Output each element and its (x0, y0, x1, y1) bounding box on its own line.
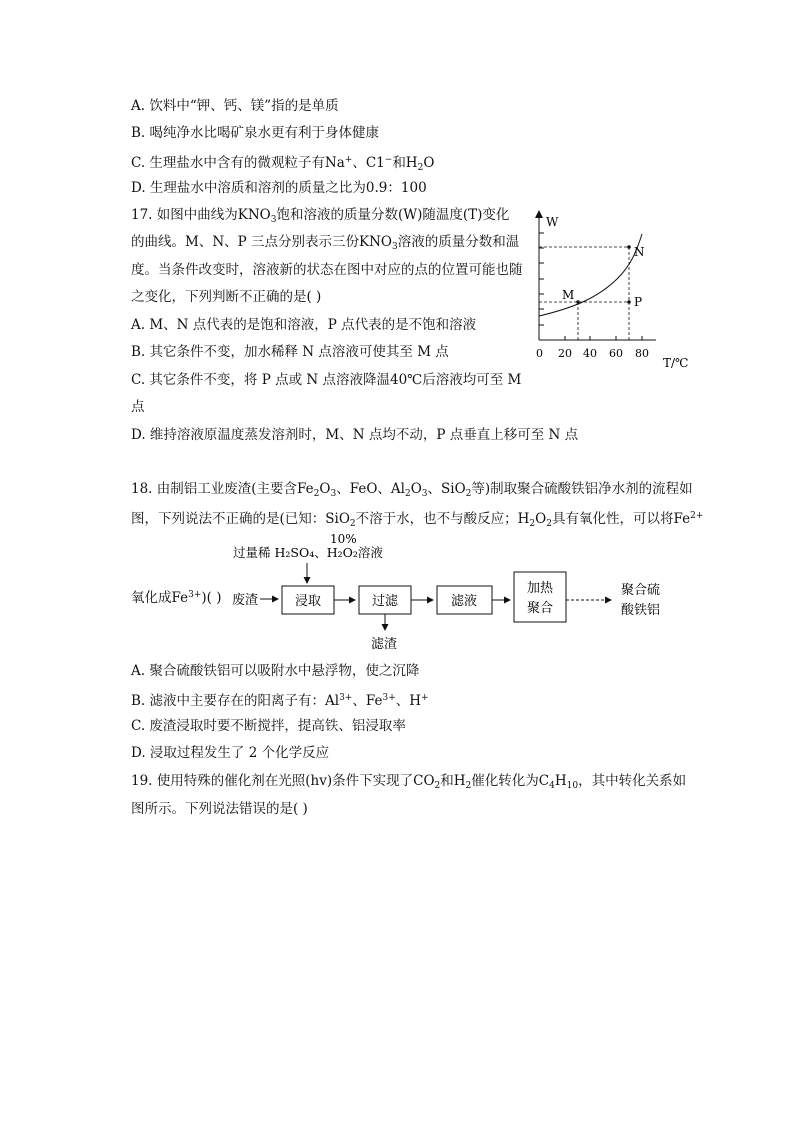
product-label-2: 酸铁铝 (621, 603, 661, 618)
q17-option-a: A. M、N 点代表的是饱和溶液，P 点代表的是不饱和溶液 (131, 317, 477, 333)
box-filter-label: 过滤 (372, 594, 399, 609)
start-label: 废渣 (232, 593, 259, 608)
point-label-p: P (634, 295, 643, 309)
q17-option-b: B. 其它条件不变，加水稀释 N 点溶液可使其至 M 点 (131, 344, 449, 360)
q16-option-c: C. 生理盐水中含有的微观粒子有Na+、C1−和$H_2O$ (131, 155, 435, 173)
q18-option-d: D. 浸取过程发生了 2 个化学反应 (131, 745, 330, 761)
guide-lines (539, 247, 629, 340)
q17-stem-line-4: 之变化，下列判断不正确的是( ) (131, 289, 322, 305)
box-leach-label: 浸取 (295, 594, 322, 609)
x-tick-label-60: 60 (609, 347, 623, 360)
q17-solubility-graph (528, 208, 698, 373)
q18-option-a: A. 聚合硫酸铁铝可以吸附水中悬浮物，使之沉降 (131, 663, 420, 679)
reagent-percent: 10% (330, 532, 357, 546)
q19-stem-line-2: 图所示。下列说法错误的是( ) (131, 801, 308, 817)
q18-stem-line-1: 18. 由制铝工业废渣(主要含$Fe_2O_3$、FeO、$Al_2O_3$、SiO$_2$等)制取聚合硫酸铁铝净水剂的流程如 (131, 481, 693, 499)
q16-option-d: D. 生理盐水中溶质和溶剂的质量之比为0.9：100 (131, 180, 427, 196)
origin-label: 0 (536, 347, 543, 360)
box-heat-label-2: 聚合 (527, 601, 554, 616)
x-axis-label: T/℃ (663, 356, 689, 370)
q17-option-c: C. 其它条件不变，将 P 点或 N 点溶液降温40℃后溶液均可至 M (131, 372, 522, 388)
point-n (627, 245, 631, 249)
point-label-n: N (634, 245, 645, 259)
q19-stem-line-1: 19. 使用特殊的催化剂在光照(hv)条件下实现了$CO_2$和$H_2$催化转化为$C_4H_{10}$，其中转化关系如 (131, 773, 687, 791)
point-label-m: M (562, 288, 575, 302)
q17-option-c-cont: 点 (131, 399, 145, 415)
q17-stem-line-3: 度。当条件改变时，溶液新的状态在图中对应的点的位置可能也随 (131, 262, 523, 278)
reagent-label: 过量稀 H₂SO₄、H₂O₂溶液 (233, 545, 383, 560)
y-axis-label: W (546, 215, 559, 229)
solubility-curve (539, 234, 642, 316)
x-tick-label-40: 40 (583, 347, 597, 360)
q18-flow-diagram (225, 530, 675, 655)
x-ticks (565, 336, 642, 340)
q17-stem-line-1: 17. 如图中曲线为$KNO_3$饱和溶液的质量分数(W)随温度(T)变化 (131, 207, 510, 225)
q17-stem-line-2: 的曲线。M、N、P 三点分别表示三份$KNO_3$溶液的质量分数和温 (131, 234, 520, 252)
box-filtrate-label: 滤液 (451, 594, 478, 609)
point-m (576, 300, 580, 304)
x-tick-label-80: 80 (635, 347, 649, 360)
q18-stem-line-2: 图，下列说法不正确的是(已知：SiO$_2$不溶于水，也不与酸反应；$H_2O_2$具有氧化性，可以将$Fe^{2+}$ (131, 511, 704, 529)
q18-option-b: B. 滤液中主要存在的阳离子有：$Al^{3+}$、$Fe^{3+}$、H+ (131, 693, 429, 709)
x-tick-label-20: 20 (558, 347, 572, 360)
residue-label: 滤渣 (371, 637, 398, 652)
q18-stem-line-3: 氧化成$Fe^{3+}$)( ) (131, 590, 222, 606)
point-p (627, 300, 631, 304)
q16-option-a: A. 饮料中“钾、钙、镁”指的是单质 (131, 98, 339, 114)
q17-option-d: D. 维持溶液原温度蒸发溶剂时，M、N 点均不动，P 点垂直上移可至 N 点 (131, 427, 579, 443)
box-heat-label-1: 加热 (527, 581, 554, 596)
product-label-1: 聚合硫 (621, 583, 661, 598)
q18-option-c: C. 废渣浸取时要不断搅拌，提高铁、铝浸取率 (131, 718, 406, 734)
q16-option-b: B. 喝纯净水比喝矿泉水更有利于身体健康 (131, 125, 380, 141)
